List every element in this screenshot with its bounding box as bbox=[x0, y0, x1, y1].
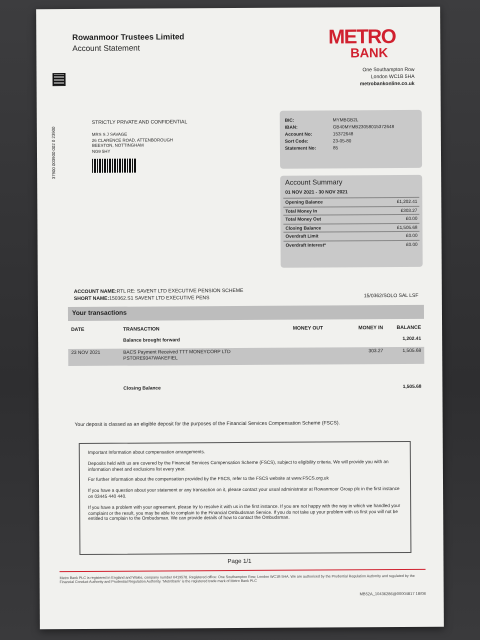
footer-code: MB52A_10436286@00004817 18/08 bbox=[359, 590, 426, 597]
summary-row-opening: Opening Balance £1,202.41 bbox=[283, 198, 419, 207]
postal-barcode bbox=[92, 159, 136, 173]
tx-description: BACS Payment Received TTT MONEYCORP LTD PSTORE9347WAKEFIEL bbox=[123, 350, 231, 362]
row-brought-forward: Balance brought forward 1,202.41 bbox=[123, 336, 422, 344]
transactions-columns bbox=[68, 323, 424, 335]
logo-bank-text: BANK bbox=[350, 45, 388, 61]
statement-page bbox=[36, 7, 444, 629]
summary-row-closing: Closing Balance £1,505.68 bbox=[283, 224, 419, 233]
short-name-label: SHORT NAME: bbox=[73, 295, 110, 302]
account-summary-panel bbox=[280, 175, 423, 268]
recipient-address bbox=[92, 131, 173, 154]
side-code: 37900 003900 002 0 23900 bbox=[50, 126, 57, 180]
account-name-label: ACCOUNT NAME: bbox=[73, 288, 117, 296]
summary-row-overdraft-interest: Overdraft Interest* £0.00 bbox=[285, 241, 418, 248]
company-name: Rowanmoor Trustees Limited bbox=[72, 32, 185, 43]
summary-period: 01 NOV 2021 - 30 NOV 2021 bbox=[283, 188, 419, 199]
recipient-line1: 26 CLARENCE ROAD, ATTENBOROUGH bbox=[91, 136, 174, 143]
info-contact: If you have a question about your statement or any transaction on it, please contact your usual administrator at Rowanmoor Group plc in the first instance on 03445 440 440. bbox=[88, 486, 400, 499]
bank-address-line1: One Southampton Row bbox=[362, 66, 415, 74]
bank-address-line2: London WC1B 5HA bbox=[370, 73, 415, 81]
qr-code bbox=[53, 73, 66, 86]
summary-row-money-out: Total Money Out £0.00 bbox=[283, 215, 419, 224]
compensation-info-box bbox=[79, 441, 412, 555]
confidential-label: STRICTLY PRIVATE AND CONFIDENTIAL bbox=[91, 119, 188, 126]
footer-legal: Metro Bank PLC is registered in England and Wales, company number 6419578. Registered office: One Southampton Row, London WC1B 5HA. We are authorised by the Prudential Regulation Authority and regulated by the Financial Conduct Authority and Prudential Regulation Authority. 'Metrobank' is the registered trade mark of Metro Bank PLC bbox=[59, 573, 415, 585]
metro-bank-logo bbox=[328, 27, 410, 60]
recipient-line2: BEESTON, NOTTINGHAM bbox=[91, 142, 144, 149]
detail-sort-code: Sort Code: 23-05-80 bbox=[284, 138, 352, 144]
document-title: Account Statement bbox=[72, 43, 140, 54]
transactions-title: Your transactions bbox=[71, 309, 127, 318]
detail-iban: IBAN: GB40MYMB23058015372648 bbox=[284, 124, 395, 130]
account-reference: 15/0362/SOLO SAL LSF bbox=[363, 292, 419, 300]
transactions-header-bar bbox=[68, 305, 424, 321]
info-fscs-website: For further information about the compensation provided by the FSCS, refer to the FSCS website at www.FSCS.org.uk bbox=[87, 475, 329, 483]
info-complaints: If you have a problem with your agreement, please try to resolve it with us in the first instance. If you are not happy with the way in which we handled your complaint or the result, you may be able to complain to the Financial Ombudsman Service. If you do not take up your problem with us first you will not be entitled to complain to the Ombudsman. We can provide details of how to contact the Ombudsman. bbox=[88, 502, 401, 522]
tx-balance: 1,505.68 bbox=[402, 348, 422, 355]
logo-metro-text: METRO bbox=[328, 26, 396, 49]
account-name-value: RTL RE: SAVENT LTD EXECUTIVE PENSION SCHEME bbox=[116, 287, 244, 295]
col-money-in: MONEY IN bbox=[358, 325, 384, 332]
footer-divider bbox=[60, 569, 426, 572]
tx-date: 23 NOV 2021 bbox=[71, 350, 101, 357]
bank-website: metrobankonline.co.uk bbox=[359, 80, 415, 88]
info-heading: Important Information about compensation arrangements. bbox=[87, 449, 206, 455]
short-name-value: 150362.S1 SAVENT LTD EXECUTIVE PENS bbox=[109, 294, 210, 302]
transaction-row bbox=[68, 347, 424, 366]
summary-row-money-in: Total Money In £303.27 bbox=[283, 206, 419, 215]
summary-row-overdraft-limit: Overdraft Limit £0.00 bbox=[283, 232, 419, 241]
detail-account-no: Account No: 15372648 bbox=[284, 131, 354, 137]
row-closing-balance: Closing Balance 1,505.68 bbox=[123, 384, 422, 392]
bank-address bbox=[360, 67, 415, 88]
col-date: DATE bbox=[71, 326, 85, 334]
recipient-postcode: NG9 5HY bbox=[91, 148, 111, 154]
recipient-name: MRS S J SAVAGE bbox=[91, 131, 128, 137]
col-balance: BALANCE bbox=[396, 324, 422, 332]
col-money-out: MONEY OUT bbox=[292, 325, 324, 332]
fscs-note: Your deposit is classed as an eligible deposit for the purposes of the Financial Services Compensation Scheme (FSCS). bbox=[74, 420, 340, 429]
detail-statement-no: Statement No: 85 bbox=[284, 145, 339, 151]
detail-bic: BIC: MYMBGB2L bbox=[284, 117, 359, 123]
tx-money-in: 303.27 bbox=[368, 349, 384, 355]
page-number: Page 1/1 bbox=[227, 558, 252, 566]
account-name-block bbox=[74, 288, 244, 302]
col-transaction: TRANSACTION bbox=[123, 326, 160, 333]
summary-title: Account Summary bbox=[285, 179, 343, 187]
info-fscs-cover: Deposits held with us are covered by the Financial Services Compensation Scheme (FSCS), subject to eligibility criteria. We will provide you with an information sheet and exclusions list every year. bbox=[87, 458, 389, 472]
bank-details-panel bbox=[280, 110, 422, 169]
